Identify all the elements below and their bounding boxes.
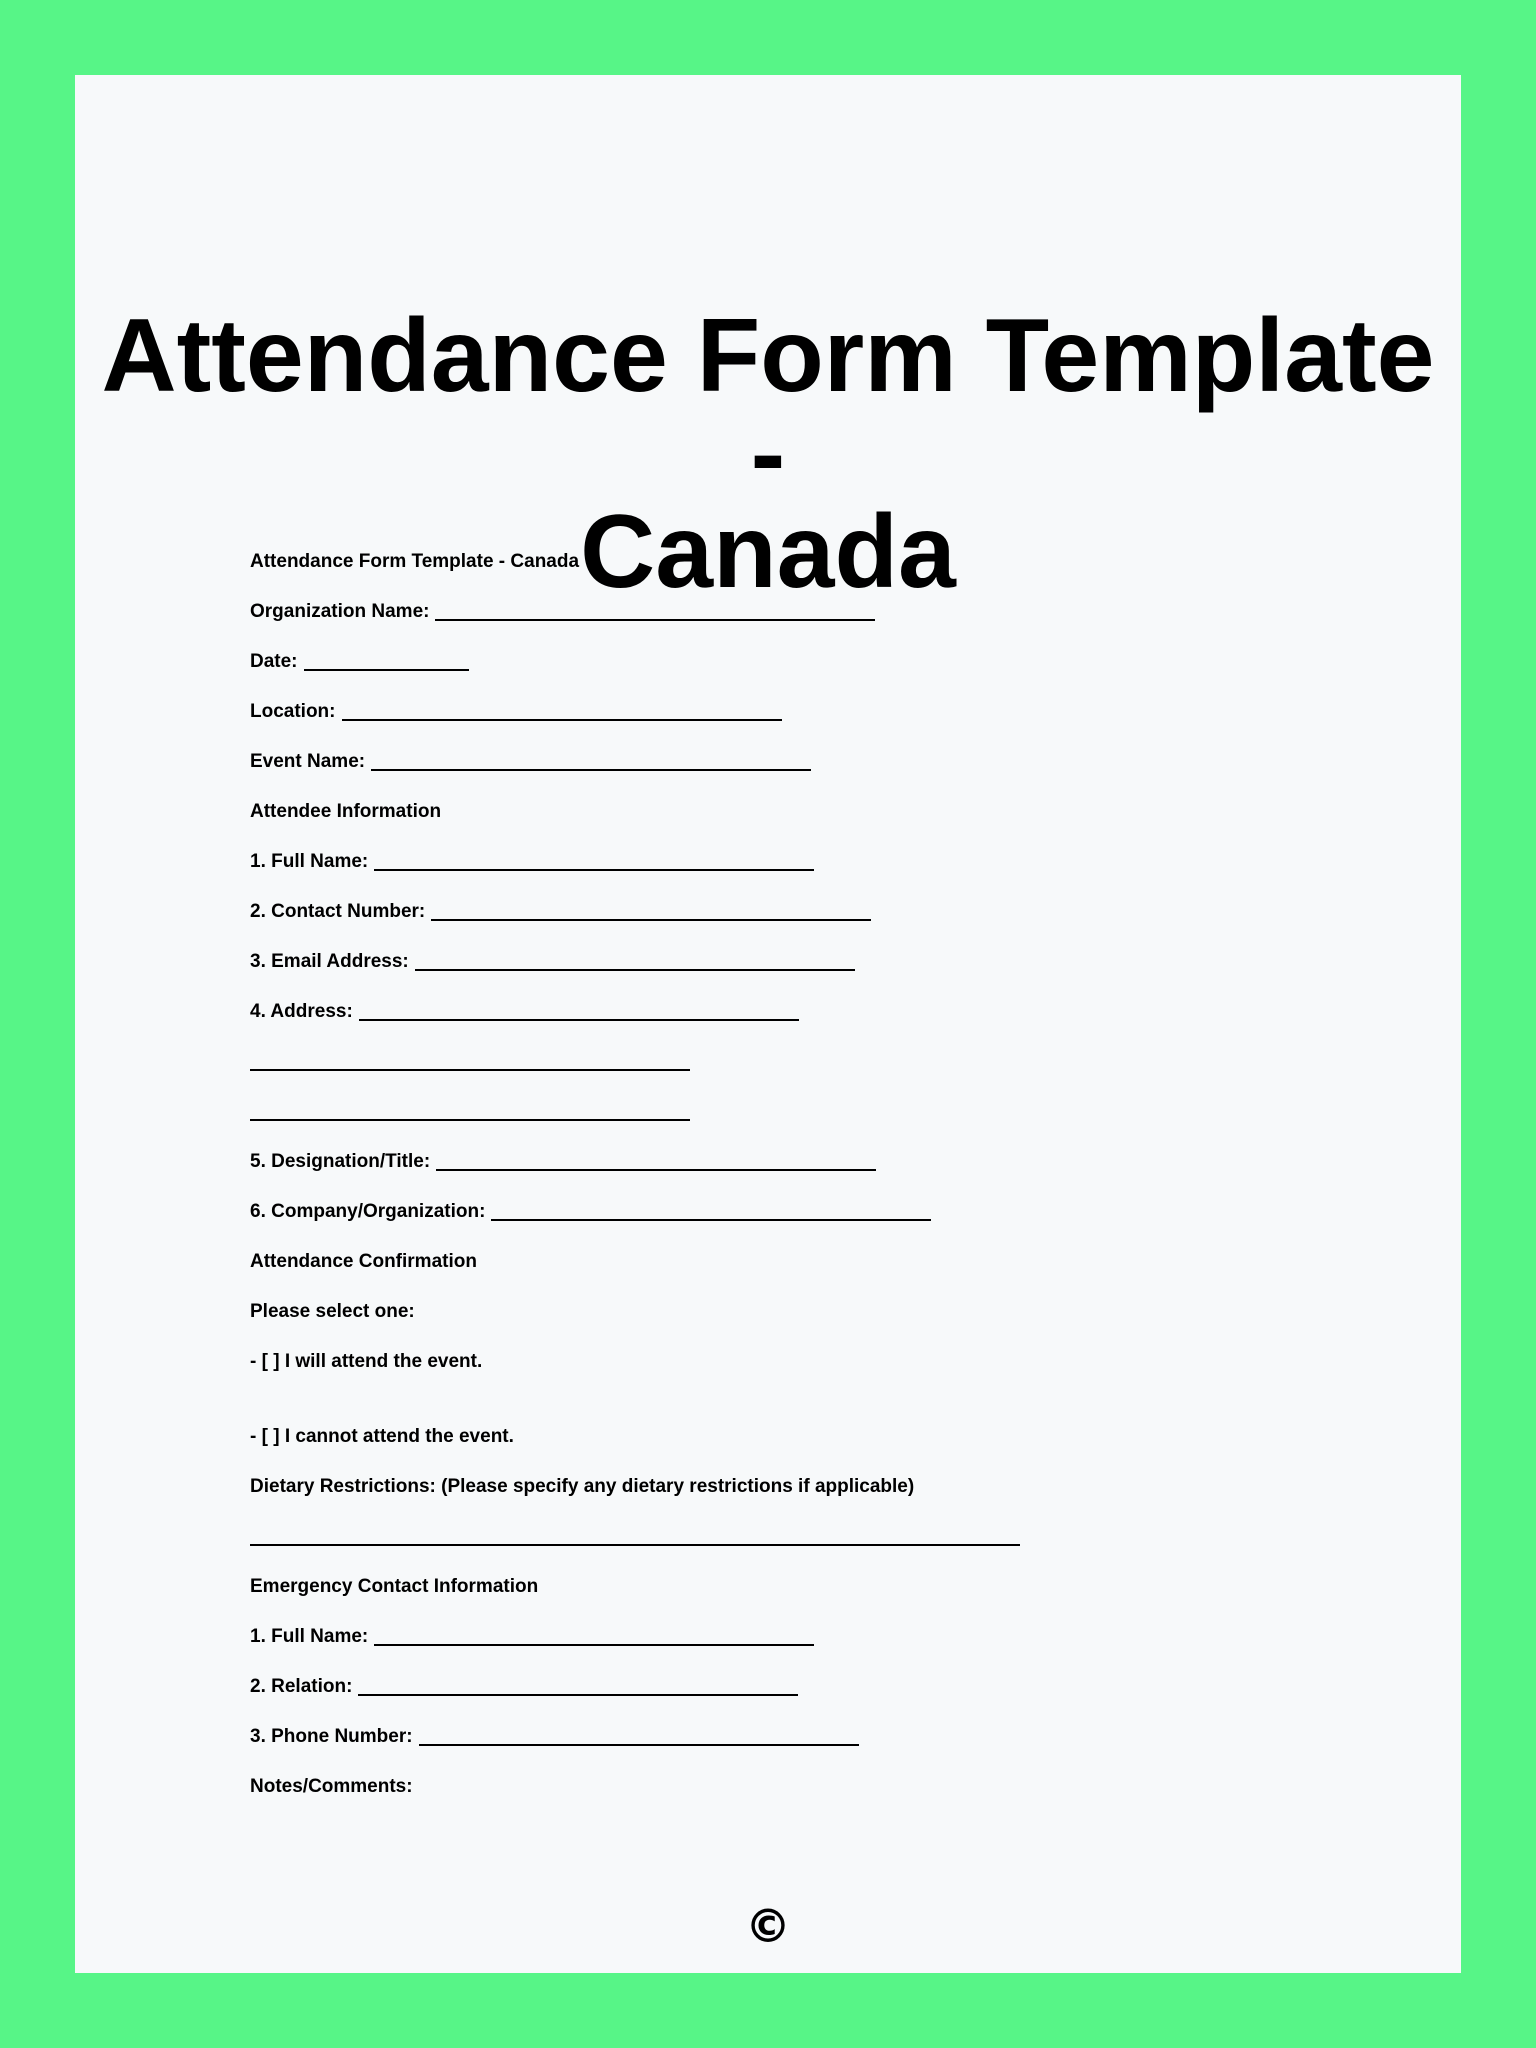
not-attend-option[interactable] (250, 1425, 514, 1449)
attendee-heading-text: Attendee Information (250, 801, 442, 822)
form-heading (250, 550, 579, 574)
organization-name-row (250, 600, 875, 624)
emergency-relation-row (250, 1675, 798, 1699)
attend-option-text: - [ ] I will attend the event. (250, 1351, 483, 1372)
emergency-heading-text: Emergency Contact Information (250, 1576, 539, 1597)
select-prompt-text: Please select one: (250, 1301, 415, 1322)
form-sheet (75, 75, 1461, 1973)
event-name-field[interactable] (371, 769, 811, 771)
date-row (250, 650, 469, 674)
page-title-line-1: Attendance Form Template - (101, 298, 1435, 512)
attendee-designation-label: 5. Designation/Title: (250, 1151, 431, 1172)
location-row (250, 700, 782, 724)
organization-name-field[interactable] (435, 619, 875, 621)
attendee-full-name-field[interactable] (374, 869, 814, 871)
attendee-contact-number-field[interactable] (431, 919, 871, 921)
attendee-address-field-3[interactable] (250, 1119, 690, 1121)
location-field[interactable] (342, 719, 782, 721)
date-field[interactable] (304, 669, 469, 671)
organization-name-label: Organization Name: (250, 601, 430, 622)
attendee-designation-field[interactable] (436, 1169, 876, 1171)
attendee-address-field[interactable] (359, 1019, 799, 1021)
emergency-phone-row (250, 1725, 859, 1749)
attendee-email-label: 3. Email Address: (250, 951, 409, 972)
attendee-address-field-2[interactable] (250, 1069, 690, 1071)
emergency-full-name-field[interactable] (374, 1644, 814, 1646)
attendee-email-field[interactable] (415, 969, 855, 971)
notes-row (250, 1775, 413, 1799)
emergency-relation-field[interactable] (358, 1694, 798, 1696)
emergency-full-name-row (250, 1625, 814, 1649)
form-heading-text: Attendance Form Template - Canada (250, 551, 580, 572)
attendee-contact-number-label: 2. Contact Number: (250, 901, 426, 922)
attendee-address-row (250, 1000, 799, 1024)
attendee-company-row (250, 1200, 931, 1224)
attendee-full-name-row (250, 850, 814, 874)
confirmation-section-heading (250, 1250, 477, 1274)
attendee-contact-number-row (250, 900, 871, 924)
event-name-row (250, 750, 811, 774)
emergency-relation-label: 2. Relation: (250, 1676, 353, 1697)
attendee-address-line-2 (250, 1050, 690, 1074)
date-label: Date: (250, 651, 298, 672)
event-name-label: Event Name: (250, 751, 366, 772)
attendee-address-line-3 (250, 1100, 690, 1124)
attendee-designation-row (250, 1150, 876, 1174)
select-prompt-row (250, 1300, 415, 1324)
dietary-field[interactable] (250, 1544, 1020, 1546)
attendee-full-name-label: 1. Full Name: (250, 851, 369, 872)
attend-option[interactable] (250, 1350, 482, 1374)
dietary-label: Dietary Restrictions: (Please specify any dietary restrictions if applicable) (250, 1476, 915, 1497)
emergency-phone-field[interactable] (419, 1744, 859, 1746)
attendee-company-field[interactable] (491, 1219, 931, 1221)
attendee-address-label: 4. Address: (250, 1001, 353, 1022)
emergency-full-name-label: 1. Full Name: (250, 1626, 369, 1647)
emergency-section-heading (250, 1575, 538, 1599)
dietary-row (250, 1475, 914, 1499)
page-title-line-2: Canada (580, 494, 956, 610)
attendee-company-label: 6. Company/Organization: (250, 1201, 486, 1222)
emergency-phone-label: 3. Phone Number: (250, 1726, 413, 1747)
attendee-email-row (250, 950, 855, 974)
location-label: Location: (250, 701, 336, 722)
notes-label: Notes/Comments: (250, 1776, 413, 1797)
dietary-answer-row (250, 1525, 1020, 1549)
copyright-icon: © (745, 1899, 791, 1953)
confirmation-heading-text: Attendance Confirmation (250, 1251, 477, 1272)
not-attend-option-text: - [ ] I cannot attend the event. (250, 1426, 514, 1447)
attendee-section-heading (250, 800, 441, 824)
